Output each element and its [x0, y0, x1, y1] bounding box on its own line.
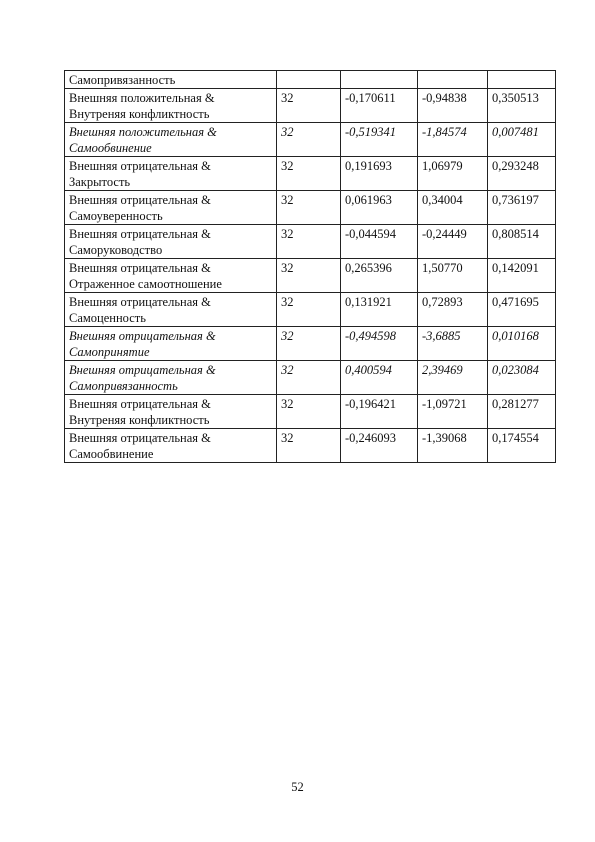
variable-pair-line: Внешняя отрицательная & [69, 295, 211, 309]
variable-pair-cell [65, 123, 277, 157]
n-cell: 32 [277, 429, 341, 463]
r-cell: -0,044594 [341, 225, 418, 259]
t-cell: -1,39068 [418, 429, 488, 463]
n-cell: 32 [277, 191, 341, 225]
variable-pair-cell [65, 225, 277, 259]
p-cell: 0,007481 [488, 123, 556, 157]
n-cell: 32 [277, 327, 341, 361]
t-cell: 0,34004 [418, 191, 488, 225]
t-cell: 1,50770 [418, 259, 488, 293]
variable-pair-line: Внешняя положительная & [69, 125, 217, 139]
p-cell: 0,010168 [488, 327, 556, 361]
variable-pair-line: Внешняя отрицательная & [69, 397, 211, 411]
table-body [65, 71, 556, 463]
t-cell: 1,06979 [418, 157, 488, 191]
variable-pair-cell [65, 395, 277, 429]
r-cell: -0,519341 [341, 123, 418, 157]
variable-pair-cell [65, 293, 277, 327]
variable-pair-cell [65, 71, 277, 89]
r-cell: -0,246093 [341, 429, 418, 463]
variable-pair-line: Закрытость [69, 175, 131, 189]
n-cell: 32 [277, 361, 341, 395]
variable-pair-line: Самообвинение [69, 141, 152, 155]
variable-pair-cell [65, 89, 277, 123]
variable-pair-line: Самоуверенность [69, 209, 163, 223]
t-cell: -3,6885 [418, 327, 488, 361]
variable-pair-line: Саморуководство [69, 243, 163, 257]
page-number: 52 [291, 780, 304, 794]
r-cell: 0,400594 [341, 361, 418, 395]
p-cell: 0,281277 [488, 395, 556, 429]
p-cell: 0,736197 [488, 191, 556, 225]
r-cell: 0,191693 [341, 157, 418, 191]
variable-pair-cell [65, 157, 277, 191]
p-cell: 0,174554 [488, 429, 556, 463]
r-cell: -0,494598 [341, 327, 418, 361]
t-cell: -1,84574 [418, 123, 488, 157]
n-cell: 32 [277, 89, 341, 123]
p-cell: 0,142091 [488, 259, 556, 293]
table-row [65, 157, 556, 191]
p-cell [488, 71, 556, 89]
variable-pair-line: Внешняя отрицательная & [69, 193, 211, 207]
variable-pair-line: Внешняя отрицательная & [69, 363, 216, 377]
table-row [65, 429, 556, 463]
variable-pair-line: Самопривязанность [69, 379, 178, 393]
n-cell: 32 [277, 123, 341, 157]
table-row [65, 395, 556, 429]
table-row [65, 191, 556, 225]
variable-pair-cell [65, 361, 277, 395]
t-cell: -1,09721 [418, 395, 488, 429]
variable-pair-line: Самообвинение [69, 447, 154, 461]
n-cell: 32 [277, 395, 341, 429]
variable-pair-line: Внешняя отрицательная & [69, 227, 211, 241]
p-cell: 0,293248 [488, 157, 556, 191]
variable-pair-line: Внешняя отрицательная & [69, 431, 211, 445]
variable-pair-line: Внешняя отрицательная & [69, 159, 211, 173]
r-cell: 0,061963 [341, 191, 418, 225]
table-row [65, 293, 556, 327]
n-cell: 32 [277, 225, 341, 259]
table-row [65, 71, 556, 89]
variable-pair-cell [65, 429, 277, 463]
variable-pair-line: Внешняя отрицательная & [69, 261, 211, 275]
n-cell [277, 71, 341, 89]
table-row [65, 123, 556, 157]
r-cell: -0,196421 [341, 395, 418, 429]
variable-pair-line: Внутреняя конфликтность [69, 107, 210, 121]
variable-pair-line: Внутреняя конфликтность [69, 413, 210, 427]
variable-pair-line: Отраженное самоотношение [69, 277, 222, 291]
variable-pair-cell [65, 327, 277, 361]
n-cell: 32 [277, 293, 341, 327]
variable-pair-line: Самоценность [69, 311, 146, 325]
p-cell: 0,471695 [488, 293, 556, 327]
table-row [65, 361, 556, 395]
n-cell: 32 [277, 157, 341, 191]
table-row [65, 89, 556, 123]
variable-pair-line: Самопринятие [69, 345, 150, 359]
t-cell [418, 71, 488, 89]
t-cell: 2,39469 [418, 361, 488, 395]
r-cell [341, 71, 418, 89]
variable-pair-line: Самопривязанность [69, 73, 176, 87]
r-cell: -0,170611 [341, 89, 418, 123]
p-cell: 0,023084 [488, 361, 556, 395]
r-cell: 0,265396 [341, 259, 418, 293]
table-row [65, 225, 556, 259]
variable-pair-cell [65, 191, 277, 225]
t-cell: -0,24449 [418, 225, 488, 259]
table-row [65, 259, 556, 293]
n-cell: 32 [277, 259, 341, 293]
variable-pair-line: Внешняя положительная & [69, 91, 215, 105]
t-cell: -0,94838 [418, 89, 488, 123]
t-cell: 0,72893 [418, 293, 488, 327]
variable-pair-line: Внешняя отрицательная & [69, 329, 216, 343]
variable-pair-cell [65, 259, 277, 293]
correlation-table [64, 70, 556, 463]
p-cell: 0,350513 [488, 89, 556, 123]
p-cell: 0,808514 [488, 225, 556, 259]
table-row [65, 327, 556, 361]
r-cell: 0,131921 [341, 293, 418, 327]
